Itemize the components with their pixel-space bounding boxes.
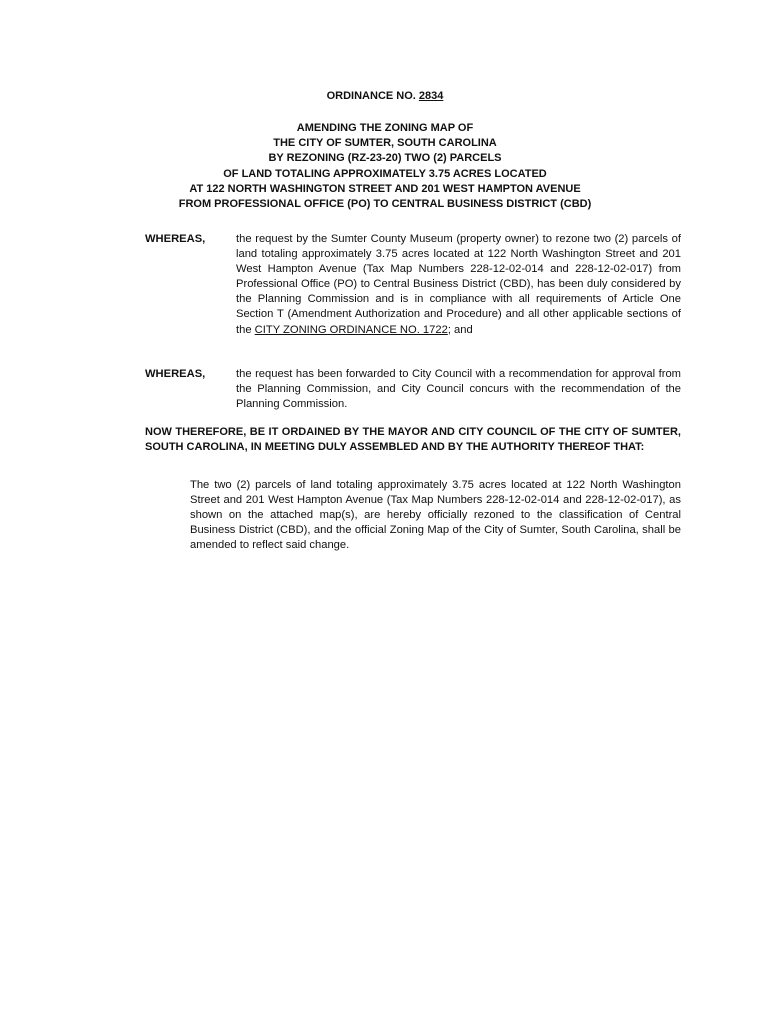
- heading-line: OF LAND TOTALING APPROXIMATELY 3.75 ACRES LOCATED: [223, 167, 547, 180]
- whereas-label: WHEREAS,: [145, 368, 206, 380]
- ordinance-body: The two (2) parcels of land totaling approximately 3.75 acres located at 122 North Washington Street and 201 West Hampton Avenue (Tax Map Numbers 228-12-02-014 and 228-12-02-017), as shown on the attached map(s), are hereby officially rezoned to the classification of Central Business District (CBD), and the official Zoning Map of the City of Sumter, South Carolina, shall be amended to reflect said change.: [190, 479, 681, 552]
- heading-line: AT 122 NORTH WASHINGTON STREET AND 201 WEST HAMPTON AVENUE: [189, 182, 581, 195]
- ordinance-number-line: [0, 90, 770, 102]
- ordinance-prefix: ORDINANCE NO.: [326, 90, 419, 102]
- whereas-clause-2: [145, 367, 681, 412]
- now-therefore-clause: NOW THEREFORE, BE IT ORDAINED BY THE MAYOR AND CITY COUNCIL OF THE CITY OF SUMTER, SOUTH CAROLINA, IN MEETING DULY ASSEMBLED AND BY THE AUTHORITY THEREOF THAT:: [145, 426, 681, 454]
- zoning-ordinance-reference: CITY ZONING ORDINANCE NO. 1722: [254, 323, 448, 336]
- ordinance-number: 2834: [418, 90, 444, 102]
- heading-line: FROM PROFESSIONAL OFFICE (PO) TO CENTRAL BUSINESS DISTRICT (CBD): [178, 198, 592, 211]
- whereas-clause-1: [145, 232, 681, 338]
- whereas-text: the request has been forwarded to City Council with a recommendation for approval from the Planning Commission, and City Council concurs with the recommendation of the Planning Commission.: [236, 368, 681, 411]
- heading-line: THE CITY OF SUMTER, SOUTH CAROLINA: [273, 137, 497, 150]
- whereas-text-main: the request by the Sumter County Museum (property owner) to rezone two (2) parcels of land totaling approximately 3.75 acres located at 122 North Washington Street and 201 West Hampton Avenue (Tax Map Numbers 228-12-02-014 and 228-12-02-017) from Professional Office (PO) to Central Business District (CBD), has been duly considered by the Planning Commission and is in compliance with all requirements of Article One Section T (Amendment Authorization and Procedure) and all other applicable sections of the: [236, 233, 681, 336]
- whereas-text: [236, 232, 681, 338]
- heading-line: AMENDING THE ZONING MAP OF: [296, 122, 474, 134]
- heading-line: BY REZONING (RZ-23-20) TWO (2) PARCELS: [268, 152, 502, 165]
- whereas-label: WHEREAS,: [145, 233, 206, 245]
- whereas-text-end: ; and: [447, 323, 473, 336]
- ordinance-heading: [0, 121, 770, 212]
